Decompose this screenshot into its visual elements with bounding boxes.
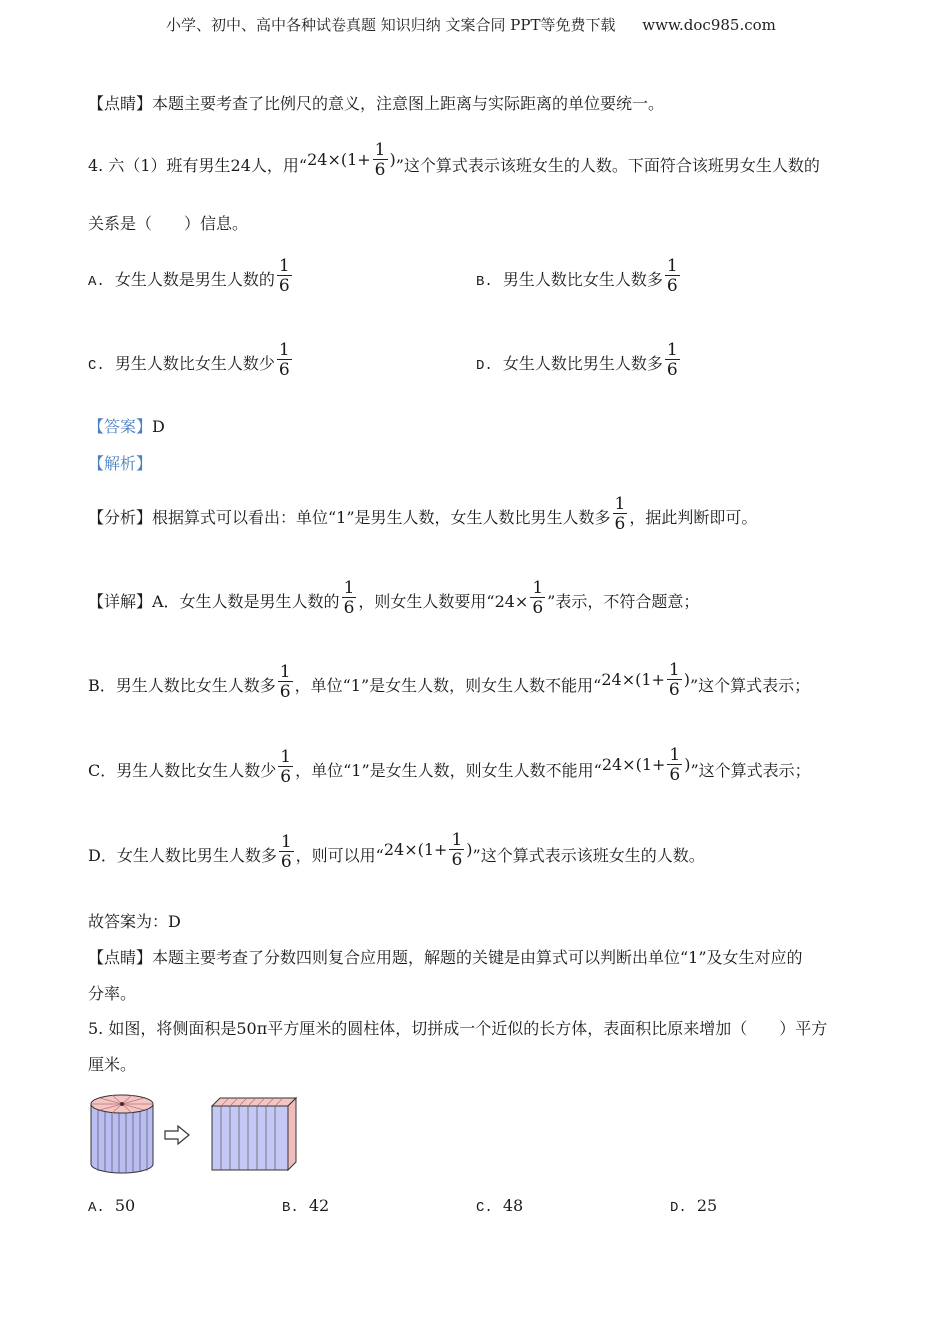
q4-tip-line2: 分率。 bbox=[88, 984, 137, 1003]
answer-value: D bbox=[152, 417, 165, 436]
q5-option-a[interactable]: A. 50 bbox=[88, 1196, 136, 1216]
page-header bbox=[166, 14, 776, 35]
conclusion: 故答案为：D bbox=[88, 912, 181, 931]
q5-option-c[interactable]: C. 48 bbox=[476, 1196, 524, 1216]
q4-stem-line2: 关系是（ ）信息。 bbox=[88, 214, 249, 233]
q5-option-d[interactable]: D. 25 bbox=[670, 1196, 718, 1216]
q5-stem-line2: 厘米。 bbox=[88, 1055, 137, 1074]
q4-tip-line1: 【点睛】本题主要考查了分数四则复合应用题，解题的关键是由算式可以判断出单位“1”及女生对应的 bbox=[88, 948, 803, 967]
answer-line bbox=[88, 414, 165, 437]
detail-c: C．男生人数比女生人数少 $\frac{1}{6}$ ，单位“1”是女生人数，则女生人数不能用“24×(1+ $\frac{1}{6}$ )”这个算式表示； bbox=[88, 745, 811, 787]
q4-option-c[interactable]: C. 男生人数比女生人数少 $\frac{1}{6}$ bbox=[88, 340, 290, 380]
q3-tip: 【点睛】本题主要考查了比例尺的意义，注意图上距离与实际距离的单位要统一。 bbox=[88, 94, 665, 113]
detail-b: B．男生人数比女生人数多 $\frac{1}{6}$ ，单位“1”是女生人数，则女生人数不能用“24×(1+ $\frac{1}{6}$ )”这个算式表示； bbox=[88, 660, 811, 702]
q4-option-b[interactable]: B. 男生人数比女生人数多 $\frac{1}{6}$ bbox=[476, 256, 678, 296]
q4-stem-post: ”这个算式表示该班女生的人数。下面符合该班男女生人数的 bbox=[395, 156, 820, 175]
q4-option-a[interactable]: A. 女生人数是男生人数的 $\frac{1}{6}$ bbox=[88, 256, 290, 296]
answer-label: 【答案】 bbox=[88, 417, 153, 436]
detail-d: D．女生人数比男生人数多 $\frac{1}{6}$ ，则可以用“24×(1+ $\frac{1}{6}$ )”这个算式表示该班女生的人数。 bbox=[88, 830, 705, 872]
header-text: 小学、初中、高中各种试卷真题 知识归纳 文案合同 PPT等免费下载 bbox=[166, 16, 616, 34]
cylinder-figure bbox=[88, 1092, 156, 1176]
header-url[interactable]: www.doc985.com bbox=[642, 16, 776, 34]
q5-option-b[interactable]: B. 42 bbox=[282, 1196, 330, 1216]
q4-stem-pre: 4. 六（1）班有男生24人，用“ bbox=[88, 156, 308, 175]
q4-stem-expression: 24×(1+ $\frac{1}{6}$ ) bbox=[307, 140, 396, 180]
detail-a: 【详解】A．女生人数是男生人数的 $\frac{1}{6}$ ，则女生人数要用“24× $\frac{1}{6}$ ”表示，不符合题意； bbox=[88, 578, 700, 618]
q5-stem-line1: 5. 如图，将侧面积是50π平方厘米的圆柱体，切拼成一个近似的长方体，表面积比原来增加（ ）平方 bbox=[88, 1019, 828, 1038]
analysis-text: 【分析】根据算式可以看出：单位“1”是男生人数，女生人数比男生人数多 $\frac{1}{6}$ ，据此判断即可。 bbox=[88, 494, 758, 534]
arrow-right-icon bbox=[163, 1124, 191, 1146]
q4-option-d[interactable]: D. 女生人数比男生人数多 $\frac{1}{6}$ bbox=[476, 340, 678, 380]
q4-stem bbox=[88, 140, 820, 185]
cuboid-figure bbox=[210, 1096, 300, 1174]
analysis-label: 【解析】 bbox=[88, 454, 153, 473]
